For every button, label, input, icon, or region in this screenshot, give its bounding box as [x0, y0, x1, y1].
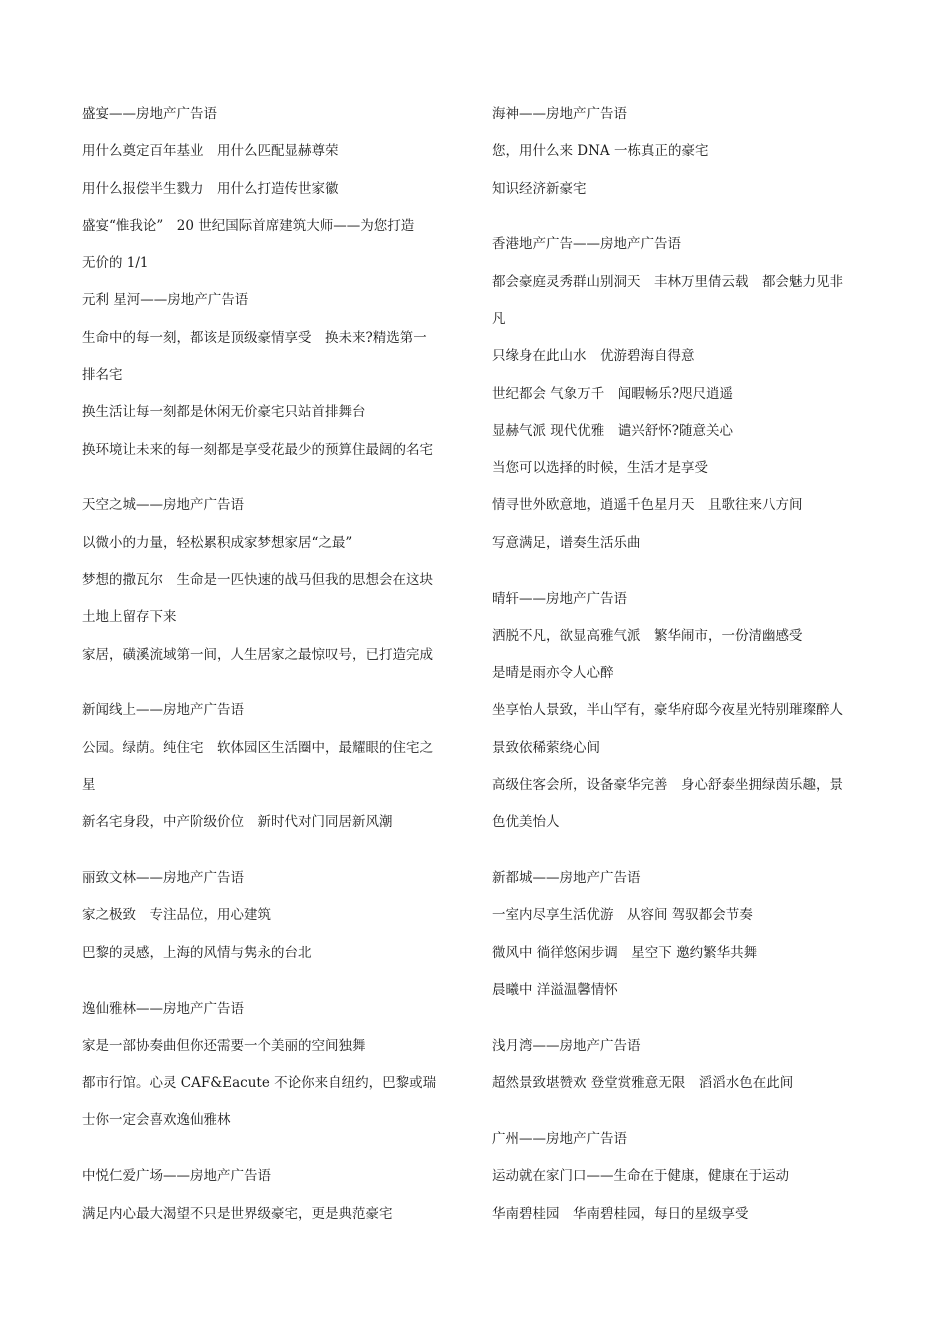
- section-gap: [492, 1009, 872, 1028]
- text-line: 超然景致堪赞欢 登堂赏雅意无限 滔滔水色在此间: [492, 1075, 794, 1092]
- section-gap: [82, 842, 460, 861]
- text-line: 知识经济新豪宅: [492, 180, 587, 197]
- section-gap: [492, 562, 872, 581]
- text-line: 士你一定会喜欢逸仙雅林: [82, 1112, 231, 1129]
- text-line: 梦想的撒瓦尔 生命是一匹快速的战马但我的思想会在这块: [82, 572, 433, 589]
- text-line: 逸仙雅林——房地产广告语: [82, 1000, 244, 1017]
- text-line: 排名宅: [82, 367, 123, 384]
- text-line: 浅月湾——房地产广告语: [492, 1037, 641, 1054]
- text-line: 家之极致 专注品位，用心建筑: [82, 907, 271, 924]
- text-line: 用什么报偿半生戮力 用什么打造传世家徽: [82, 180, 339, 197]
- text-line: 坐享怡人景致，半山罕有，豪华府邸今夜星光特别璀璨醉人: [492, 702, 843, 719]
- text-line: 洒脱不凡，欲显高雅气派 繁华闹市，一份清幽感受: [492, 627, 803, 644]
- text-line: 香港地产广告——房地产广告语: [492, 236, 681, 253]
- text-line: 世纪都会 气象万千 闻暇畅乐?咫尺逍遥: [492, 385, 734, 402]
- text-line: 广州——房地产广告语: [492, 1130, 627, 1147]
- left-column: [82, 96, 460, 1233]
- text-line: 景致依稀萦绕心间: [492, 739, 600, 756]
- text-line: 元利 星河——房地产广告语: [82, 292, 249, 309]
- text-line: 情寻世外欧意地，逍遥千色星月天 且歌往来八方间: [492, 497, 803, 514]
- section-gap: [82, 1140, 460, 1159]
- text-line: 色优美怡人: [492, 814, 560, 831]
- text-line: 天空之城——房地产广告语: [82, 497, 244, 514]
- text-line: 以微小的力量，轻松累积成家梦想家居“之最”: [82, 534, 353, 551]
- text-line: 新都城——房地产广告语: [492, 870, 641, 887]
- text-line: 中悦仁爱广场——房地产广告语: [82, 1168, 271, 1185]
- section-gap: [82, 674, 460, 693]
- section-gap: [492, 842, 872, 861]
- text-line: 只缘身在此山水 优游碧海自得意: [492, 348, 695, 365]
- text-line: 巴黎的灵感，上海的风情与隽永的台北: [82, 944, 312, 961]
- text-line: 公园。绿荫。纯住宅 软体园区生活圈中，最耀眼的住宅之: [82, 739, 433, 756]
- text-line: 华南碧桂园 华南碧桂园，每日的星级享受: [492, 1205, 749, 1222]
- text-line: 都会豪庭灵秀群山别洞天 丰林万里倩云载 都会魅力见非: [492, 273, 843, 290]
- text-line: 凡: [492, 310, 506, 327]
- text-line: 您，用什么来 DNA 一栋真正的豪宅: [492, 143, 709, 160]
- text-line: 运动就在家门口——生命在于健康，健康在于运动: [492, 1168, 789, 1185]
- text-line: 写意满足，谱奏生活乐曲: [492, 534, 641, 551]
- text-line: 家是一部协奏曲但你还需要一个美丽的空间独舞: [82, 1037, 366, 1054]
- text-line: 生命中的每一刻，都该是顶级豪情享受 换未来?精选第一: [82, 329, 427, 346]
- text-line: 晴轩——房地产广告语: [492, 590, 627, 607]
- text-line: 新闻线上——房地产广告语: [82, 702, 244, 719]
- section-gap: [82, 469, 460, 488]
- text-line: 盛宴“惟我论” 20 世纪国际首席建筑大师——为您打造: [82, 217, 415, 234]
- text-line: 星: [82, 777, 96, 794]
- text-line: 丽致文林——房地产广告语: [82, 870, 244, 887]
- text-line: 满足内心最大渴望不只是世界级豪宅，更是典范豪宅: [82, 1205, 393, 1222]
- right-column: [492, 96, 872, 1233]
- text-line: 微风中 徜徉悠闲步调 星空下 邀约繁华共舞: [492, 944, 758, 961]
- text-line: 无价的 1/1: [82, 255, 149, 272]
- text-line: 海神——房地产广告语: [492, 106, 627, 122]
- section-gap: [492, 1102, 872, 1121]
- text-line: 高级住客会所，设备豪华完善 身心舒泰坐拥绿茵乐趣，景: [492, 777, 843, 794]
- text-line: 一室内尽享生活优游 从容间 驾驭都会节奏: [492, 907, 753, 924]
- text-line: 是晴是雨亦令人心醉: [492, 665, 614, 682]
- text-line: 当您可以选择的时候，生活才是享受: [492, 460, 708, 477]
- text-line: 都市行馆。心灵 CAF&Eacute 不论你来自纽约，巴黎或瑞: [82, 1075, 437, 1092]
- section-gap: [82, 972, 460, 991]
- text-line: 新名宅身段，中产阶级价位 新时代对门同居新风潮: [82, 814, 393, 831]
- text-line: 换环境让未来的每一刻都是享受花最少的预算住最阔的名宅: [82, 441, 433, 458]
- text-line: 盛宴——房地产广告语: [82, 106, 217, 122]
- section-gap: [492, 208, 872, 227]
- text-line: 用什么奠定百年基业 用什么匹配显赫尊荣: [82, 143, 339, 160]
- text-line: 换生活让每一刻都是休闲无价豪宅只站首排舞台: [82, 404, 366, 421]
- text-line: 土地上留存下来: [82, 609, 177, 626]
- text-line: 晨曦中 洋溢温馨情怀: [492, 982, 618, 999]
- text-line: 家居，磺溪流域第一间，人生居家之最惊叹号，已打造完成: [82, 646, 433, 663]
- text-line: 显赫气派 现代优雅 谴兴舒怀?随意关心: [492, 422, 734, 439]
